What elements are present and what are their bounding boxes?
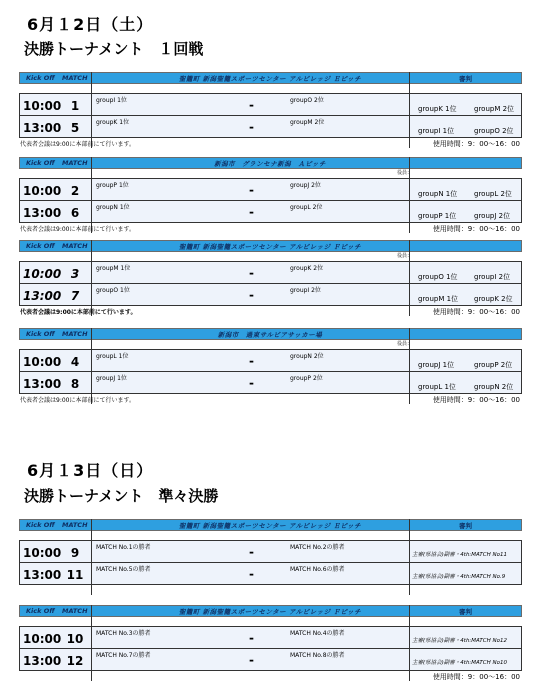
block-footer	[19, 223, 522, 233]
versus-dash: -	[249, 266, 254, 280]
home-team: groupO 1位	[96, 287, 130, 294]
kickoff-header: Kick Off	[26, 242, 55, 250]
match-grid	[19, 540, 522, 585]
away-team: groupM 2位	[290, 119, 325, 126]
match-number: 10	[66, 632, 84, 646]
referee-team-2: groupO 2位	[474, 127, 514, 135]
meeting-note: 代表者会議は9:00に本部前にて行います。	[20, 141, 135, 148]
referee-team-1: groupL 1位	[418, 383, 456, 391]
kickoff-time: 13:00	[23, 568, 62, 582]
block-footer	[19, 671, 522, 681]
kickoff-time: 10:00	[23, 184, 62, 198]
venue-header	[19, 157, 522, 169]
match-grid	[19, 626, 522, 671]
match-row	[20, 200, 521, 222]
match-number: 6	[70, 206, 80, 220]
match-number: 4	[70, 355, 80, 369]
home-team: groupI 1位	[96, 97, 127, 104]
match-grid	[19, 349, 522, 394]
referee-team-1: groupM 1位	[418, 295, 459, 303]
home-team: MATCH No.5の勝者	[96, 566, 151, 573]
home-team: groupN 1位	[96, 204, 130, 211]
venue-header	[19, 519, 522, 531]
kickoff-time: 10:00	[23, 546, 62, 560]
meeting-note: 代表者会議は9:00に本部前にて行います。	[20, 309, 137, 316]
usage-time: 使用時間：9：00～16：00	[432, 308, 520, 316]
home-team: groupK 1位	[96, 119, 130, 126]
referee-team-2: groupK 2位	[474, 295, 513, 303]
venue-header	[19, 605, 522, 617]
kickoff-header: Kick Off	[26, 607, 55, 615]
away-team: MATCH No.2の勝者	[290, 544, 345, 551]
referee-header: 審判	[459, 522, 472, 530]
block-footer	[19, 138, 522, 148]
versus-dash: -	[249, 120, 254, 134]
away-team: MATCH No.4の勝者	[290, 630, 345, 637]
ref-note: 役員：	[397, 170, 413, 176]
referee-team-1: groupI 1位	[418, 127, 455, 135]
away-team: MATCH No.6の勝者	[290, 566, 345, 573]
away-team: groupL 2位	[290, 204, 323, 211]
kickoff-time: 13:00	[23, 289, 62, 303]
venue-name: 新潟市 グランセナ新潟 Ａピッチ	[214, 160, 326, 168]
kickoff-time: 13:00	[23, 654, 62, 668]
referee-team-1: groupO 1位	[418, 273, 458, 281]
venue-header	[19, 328, 522, 340]
match-number: 7	[70, 289, 80, 303]
kickoff-header: Kick Off	[26, 159, 55, 167]
venue-header	[19, 72, 522, 84]
match-header: MATCH	[62, 74, 88, 82]
venue-name: 聖籠町 新潟聖籠スポーツセンター アルビレッジ Ｆピッチ	[178, 608, 362, 616]
kickoff-header: Kick Off	[26, 330, 55, 338]
meeting-note: 代表者会議は9:00に本部前にて行います。	[20, 226, 135, 233]
versus-dash: -	[249, 205, 254, 219]
round-title: 決勝トーナメント 準々決勝	[24, 487, 219, 505]
match-block	[19, 519, 522, 595]
match-grid	[19, 178, 522, 223]
referee-header: 審判	[459, 75, 472, 83]
kickoff-time: 13:00	[23, 206, 62, 220]
match-number: 5	[70, 121, 80, 135]
referee-header: 審判	[459, 608, 472, 616]
versus-dash: -	[249, 98, 254, 112]
versus-dash: -	[249, 183, 254, 197]
match-block	[19, 157, 522, 233]
away-team: groupP 2位	[290, 375, 323, 382]
match-header: MATCH	[62, 607, 88, 615]
match-row	[20, 179, 521, 200]
referee-assignment: 主審(県協会)副審・4th:MATCH No12	[412, 638, 507, 644]
home-team: MATCH No.7の勝者	[96, 652, 151, 659]
match-number: 2	[70, 184, 80, 198]
referee-assignment: 主審(県協会)副審・4th:MATCH No.9	[412, 574, 506, 580]
versus-dash: -	[249, 631, 254, 645]
home-team: groupP 1位	[96, 182, 129, 189]
match-number: 1	[70, 99, 80, 113]
match-block	[19, 72, 522, 148]
usage-time: 使用時間：9：00～16：00	[432, 140, 520, 148]
meeting-note: 代表者会議は9:00に本部前にて行います。	[20, 397, 135, 404]
block-footer	[19, 306, 522, 316]
kickoff-header: Kick Off	[26, 521, 55, 529]
referee-assignment: 主審(県協会)副審・4th:MATCH No10	[412, 660, 507, 666]
match-number: 12	[66, 654, 84, 668]
away-team: groupO 2位	[290, 97, 324, 104]
referee-assignment: 主審(県協会)副審・4th:MATCH No11	[412, 552, 507, 558]
referee-team-1: groupJ 1位	[418, 361, 455, 369]
home-team: MATCH No.3の勝者	[96, 630, 151, 637]
match-row	[20, 115, 521, 137]
ref-note	[19, 531, 522, 540]
versus-dash: -	[249, 376, 254, 390]
kickoff-time: 10:00	[23, 632, 62, 646]
match-header: MATCH	[62, 242, 88, 250]
block-footer	[19, 394, 522, 404]
referee-team-2: groupJ 2位	[474, 212, 511, 220]
away-team: groupN 2位	[290, 353, 324, 360]
home-team: groupL 1位	[96, 353, 129, 360]
match-block	[19, 605, 522, 681]
match-row	[20, 541, 521, 562]
match-header: MATCH	[62, 159, 88, 167]
venue-name: 聖籠町 新潟聖籠スポーツセンター アルビレッジ Ｆピッチ	[178, 243, 362, 251]
match-number: 8	[70, 377, 80, 391]
ref-note: 役員：	[397, 253, 413, 259]
block-footer	[19, 585, 522, 595]
referee-team-1: groupK 1位	[418, 105, 457, 113]
venue-name: 聖籠町 新潟聖籠スポーツセンター アルビレッジ Ｅピッチ	[178, 522, 362, 530]
match-grid	[19, 261, 522, 306]
match-row	[20, 94, 521, 115]
kickoff-time: 13:00	[23, 377, 62, 391]
home-team: groupJ 1位	[96, 375, 127, 382]
match-block	[19, 240, 522, 316]
versus-dash: -	[249, 545, 254, 559]
match-row	[20, 371, 521, 393]
kickoff-time: 13:00	[23, 121, 62, 135]
match-row	[20, 648, 521, 670]
match-number: 3	[70, 267, 80, 281]
referee-team-2: groupL 2位	[474, 190, 512, 198]
away-team: MATCH No.8の勝者	[290, 652, 345, 659]
versus-dash: -	[249, 567, 254, 581]
match-row	[20, 283, 521, 305]
match-grid	[19, 93, 522, 138]
referee-team-1: groupP 1位	[418, 212, 457, 220]
referee-team-2: groupN 2位	[474, 383, 514, 391]
away-team: groupJ 2位	[290, 182, 321, 189]
kickoff-time: 10:00	[23, 267, 62, 281]
usage-time: 使用時間：9：00～16：00	[432, 673, 520, 681]
kickoff-time: 10:00	[23, 355, 62, 369]
referee-team-2: groupP 2位	[474, 361, 513, 369]
match-number: 9	[70, 546, 80, 560]
ref-note	[19, 617, 522, 626]
match-header: MATCH	[62, 330, 88, 338]
match-block	[19, 328, 522, 404]
usage-time: 使用時間：9：00～16：00	[432, 225, 520, 233]
ref-note: 役員：	[397, 341, 413, 347]
match-header: MATCH	[62, 521, 88, 529]
round-title: 決勝トーナメント １回戦	[24, 40, 204, 58]
match-row	[20, 562, 521, 584]
match-row	[20, 262, 521, 283]
kickoff-header: Kick Off	[26, 74, 55, 82]
home-team: groupM 1位	[96, 265, 131, 272]
venue-name: 聖籠町 新潟聖籠スポーツセンター アルビレッジ Ｅピッチ	[178, 75, 362, 83]
ref-note	[19, 84, 522, 93]
match-row	[20, 350, 521, 371]
versus-dash: -	[249, 354, 254, 368]
versus-dash: -	[249, 653, 254, 667]
match-row	[20, 627, 521, 648]
referee-team-2: groupM 2位	[474, 105, 515, 113]
match-number: 11	[66, 568, 84, 582]
venue-name: 新潟市 過東サルビアサッカー場	[217, 331, 323, 339]
away-team: groupI 2位	[290, 287, 321, 294]
referee-team-1: groupN 1位	[418, 190, 458, 198]
away-team: groupK 2位	[290, 265, 324, 272]
day-title: 6月１3日（日）	[27, 461, 154, 480]
usage-time: 使用時間：9：00～16：00	[432, 396, 520, 404]
kickoff-time: 10:00	[23, 99, 62, 113]
venue-header	[19, 240, 522, 252]
versus-dash: -	[249, 288, 254, 302]
day-title: 6月１2日（土）	[27, 15, 154, 34]
home-team: MATCH No.1の勝者	[96, 544, 151, 551]
referee-team-2: groupI 2位	[474, 273, 511, 281]
